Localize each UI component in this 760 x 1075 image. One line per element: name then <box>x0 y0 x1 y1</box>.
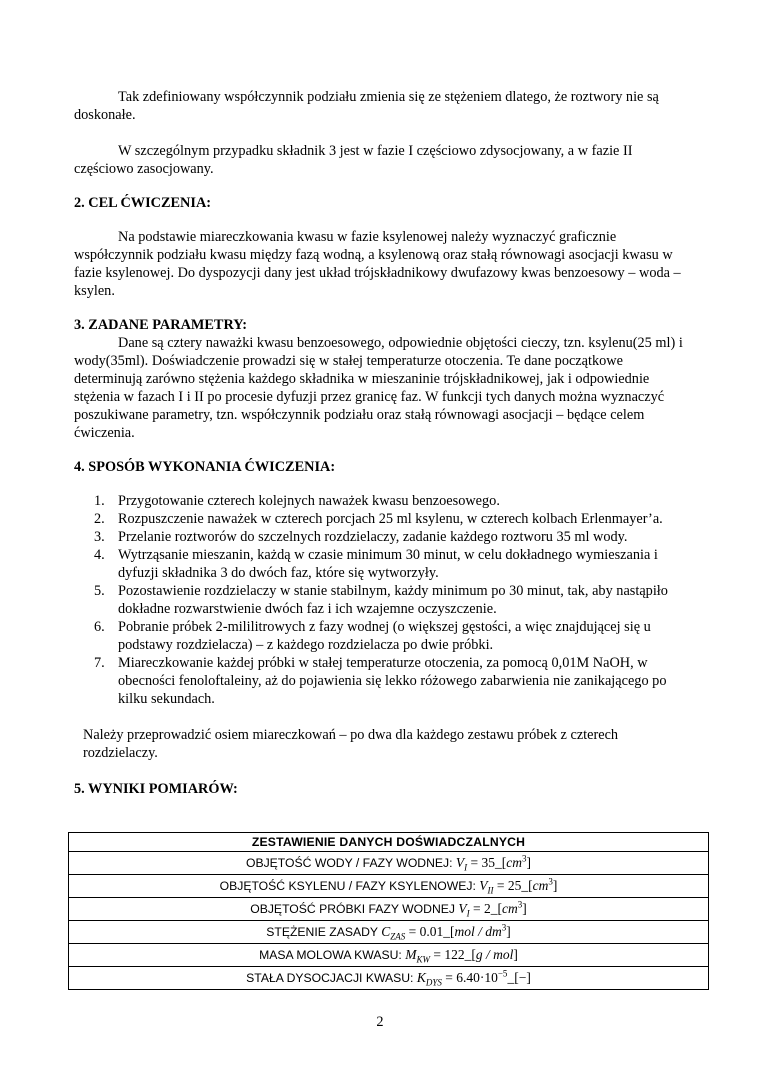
table-row <box>69 851 708 874</box>
param-label: MASA MOLOWA KWASU: <box>259 948 402 962</box>
list-item <box>74 618 694 654</box>
list-item-number: 1. <box>94 493 105 509</box>
list-item-text: Miareczkowanie każdej próbki w stałej temperaturze otoczenia, za pomocą 0,01M NaOH, w obecności fenoloftaleiny, aż do pojawienia się lekko różowego zabarwienia nie zanikającego po kilku sekundach. <box>118 655 667 707</box>
list-item-text: Rozpuszczenie naważek w czterech porcjach 25 ml ksylenu, w czterech kolbach Erlenmayer’a. <box>118 511 663 527</box>
table-row <box>69 943 708 966</box>
param-label: OBJĘTOŚĆ PRÓBKI FAZY WODNEJ <box>250 902 455 916</box>
intro-paragraph-1: Tak zdefiniowany współczynnik podziału zmienia się ze stężeniem dlatego, że roztwory nie są doskonałe. <box>74 89 659 123</box>
document-page <box>74 88 694 798</box>
procedure-list <box>74 492 694 708</box>
list-item-number: 6. <box>94 619 105 635</box>
section-5-heading: 5. WYNIKI POMIARÓW: <box>74 781 238 797</box>
list-item-text: Pobranie próbek 2-mililitrowych z fazy wodnej (o większej gęstości, a więc znajdującej się u podstawy rozdzielacza) – z każdego rozdzielacza po dwie próbki. <box>118 619 651 653</box>
list-item <box>74 492 694 510</box>
section-3-heading: 3. ZADANE PARAMETRY: <box>74 317 248 333</box>
section-2-heading: 2. CEL ĆWICZENIA: <box>74 195 212 211</box>
param-formula: $V_I$ = $35\_[cm^3]$ <box>455 853 532 873</box>
param-label: STĘŻENIE ZASADY <box>266 925 378 939</box>
list-item-text: Przygotowanie czterech kolejnych naważek kwasu benzoesowego. <box>118 493 500 509</box>
table-cell <box>69 920 708 943</box>
list-item-number: 4. <box>94 547 105 563</box>
table-cell <box>69 897 708 920</box>
page-number: 2 <box>376 1014 384 1030</box>
section-3-body: Dane są cztery naważki kwasu benzoesowego, odpowiednie objętości cieczy, tzn. ksylenu(25 ml) i wody(35ml). Doświadczenie prowadzi się w stałej temperaturze otoczenia. Te dane początkowe determinują zarówno stężenia każdego składnika w mieszaninie trójskładnikowej, jak i odpowiednie stężenia w fazach I i II po procesie dyfuzji przez granicę faz. W funkcji tych danych można wyznaczyć poszukiwane parametry, tzn. współczynnik podziału oraz stałą równowagi asocjacji – będące celem ćwiczenia. <box>74 335 683 441</box>
table-row <box>69 920 708 943</box>
param-label: OBJĘTOŚĆ WODY / FAZY WODNEJ: <box>245 856 453 870</box>
param-label: OBJĘTOŚĆ KSYLENU / FAZY KSYLENOWEJ: <box>219 879 476 893</box>
list-item-number: 5. <box>94 583 105 599</box>
table-row <box>69 897 708 920</box>
param-formula: $K_{DYS}$ = $6.40\cdot 10^{-5}\_[-]$ <box>416 968 531 988</box>
table-title-row <box>69 833 708 851</box>
intro-paragraph-2: W szczególnym przypadku składnik 3 jest w fazie I częściowo zdysocjowany, a w fazie II częściowo zasocjowany. <box>74 143 633 177</box>
section-2-body: Na podstawie miareczkowania kwasu w fazie ksylenowej należy wyznaczyć graficznie współczynnik podziału kwasu między fazą wodną, a ksylenową oraz stałą równowagi asocjacji kwasu w fazie ksylenowej. Do dyspozycji dany jest układ trójskładnikowy dwufazowy kwas benzoesowy – woda – ksylen. <box>74 229 681 299</box>
param-label: STAŁA DYSOCJACJI KWASU: <box>246 971 414 985</box>
param-formula: $M_{KW}$ = 122_[g / mol] <box>405 947 518 965</box>
param-formula: $V_{II}$ = $25\_[cm^3]$ <box>479 876 558 896</box>
section-4-heading: 4. SPOSÓB WYKONANIA ĆWICZENIA: <box>74 459 336 475</box>
table-row <box>69 874 708 897</box>
results-table <box>68 832 709 990</box>
list-item-number: 3. <box>94 529 105 545</box>
list-item-text: Wytrząsanie mieszanin, każdą w czasie minimum 30 minut, w celu dokładnego wymieszania i dyfuzji składnika 3 do dwóch faz, które się wytworzyły. <box>118 547 658 581</box>
list-item-text: Przelanie roztworów do szczelnych rozdzielaczy, zadanie każdego roztworu 35 ml wody. <box>118 529 628 545</box>
procedure-note: Należy przeprowadzić osiem miareczkowań – po dwa dla każdego zestawu próbek z czterech rozdzielaczy. <box>83 727 619 761</box>
table-title: ZESTAWIENIE DANYCH DOŚWIADCZALNYCH <box>251 835 526 849</box>
param-formula: $V_I$ = $2\_[cm^3]$ <box>458 899 527 919</box>
list-item <box>74 582 694 618</box>
list-item <box>74 510 694 528</box>
table-cell <box>69 851 708 874</box>
table-row <box>69 966 708 989</box>
list-item <box>74 546 694 582</box>
param-formula: $C_{ZAS}$ = 0.01_[mol / $dm^3$] <box>381 922 511 942</box>
table-cell <box>69 943 708 966</box>
list-item <box>74 528 694 546</box>
table-cell <box>69 874 708 897</box>
list-item-text: Pozostawienie rozdzielaczy w stanie stabilnym, każdy minimum po 30 minut, tak, aby nastąpiło dokładne rozwarstwienie dwóch faz i ich wzajemne oczyszczenie. <box>118 583 668 617</box>
list-item-number: 7. <box>94 655 105 671</box>
list-item <box>74 654 694 708</box>
table-cell <box>69 966 708 989</box>
list-item-number: 2. <box>94 511 105 527</box>
